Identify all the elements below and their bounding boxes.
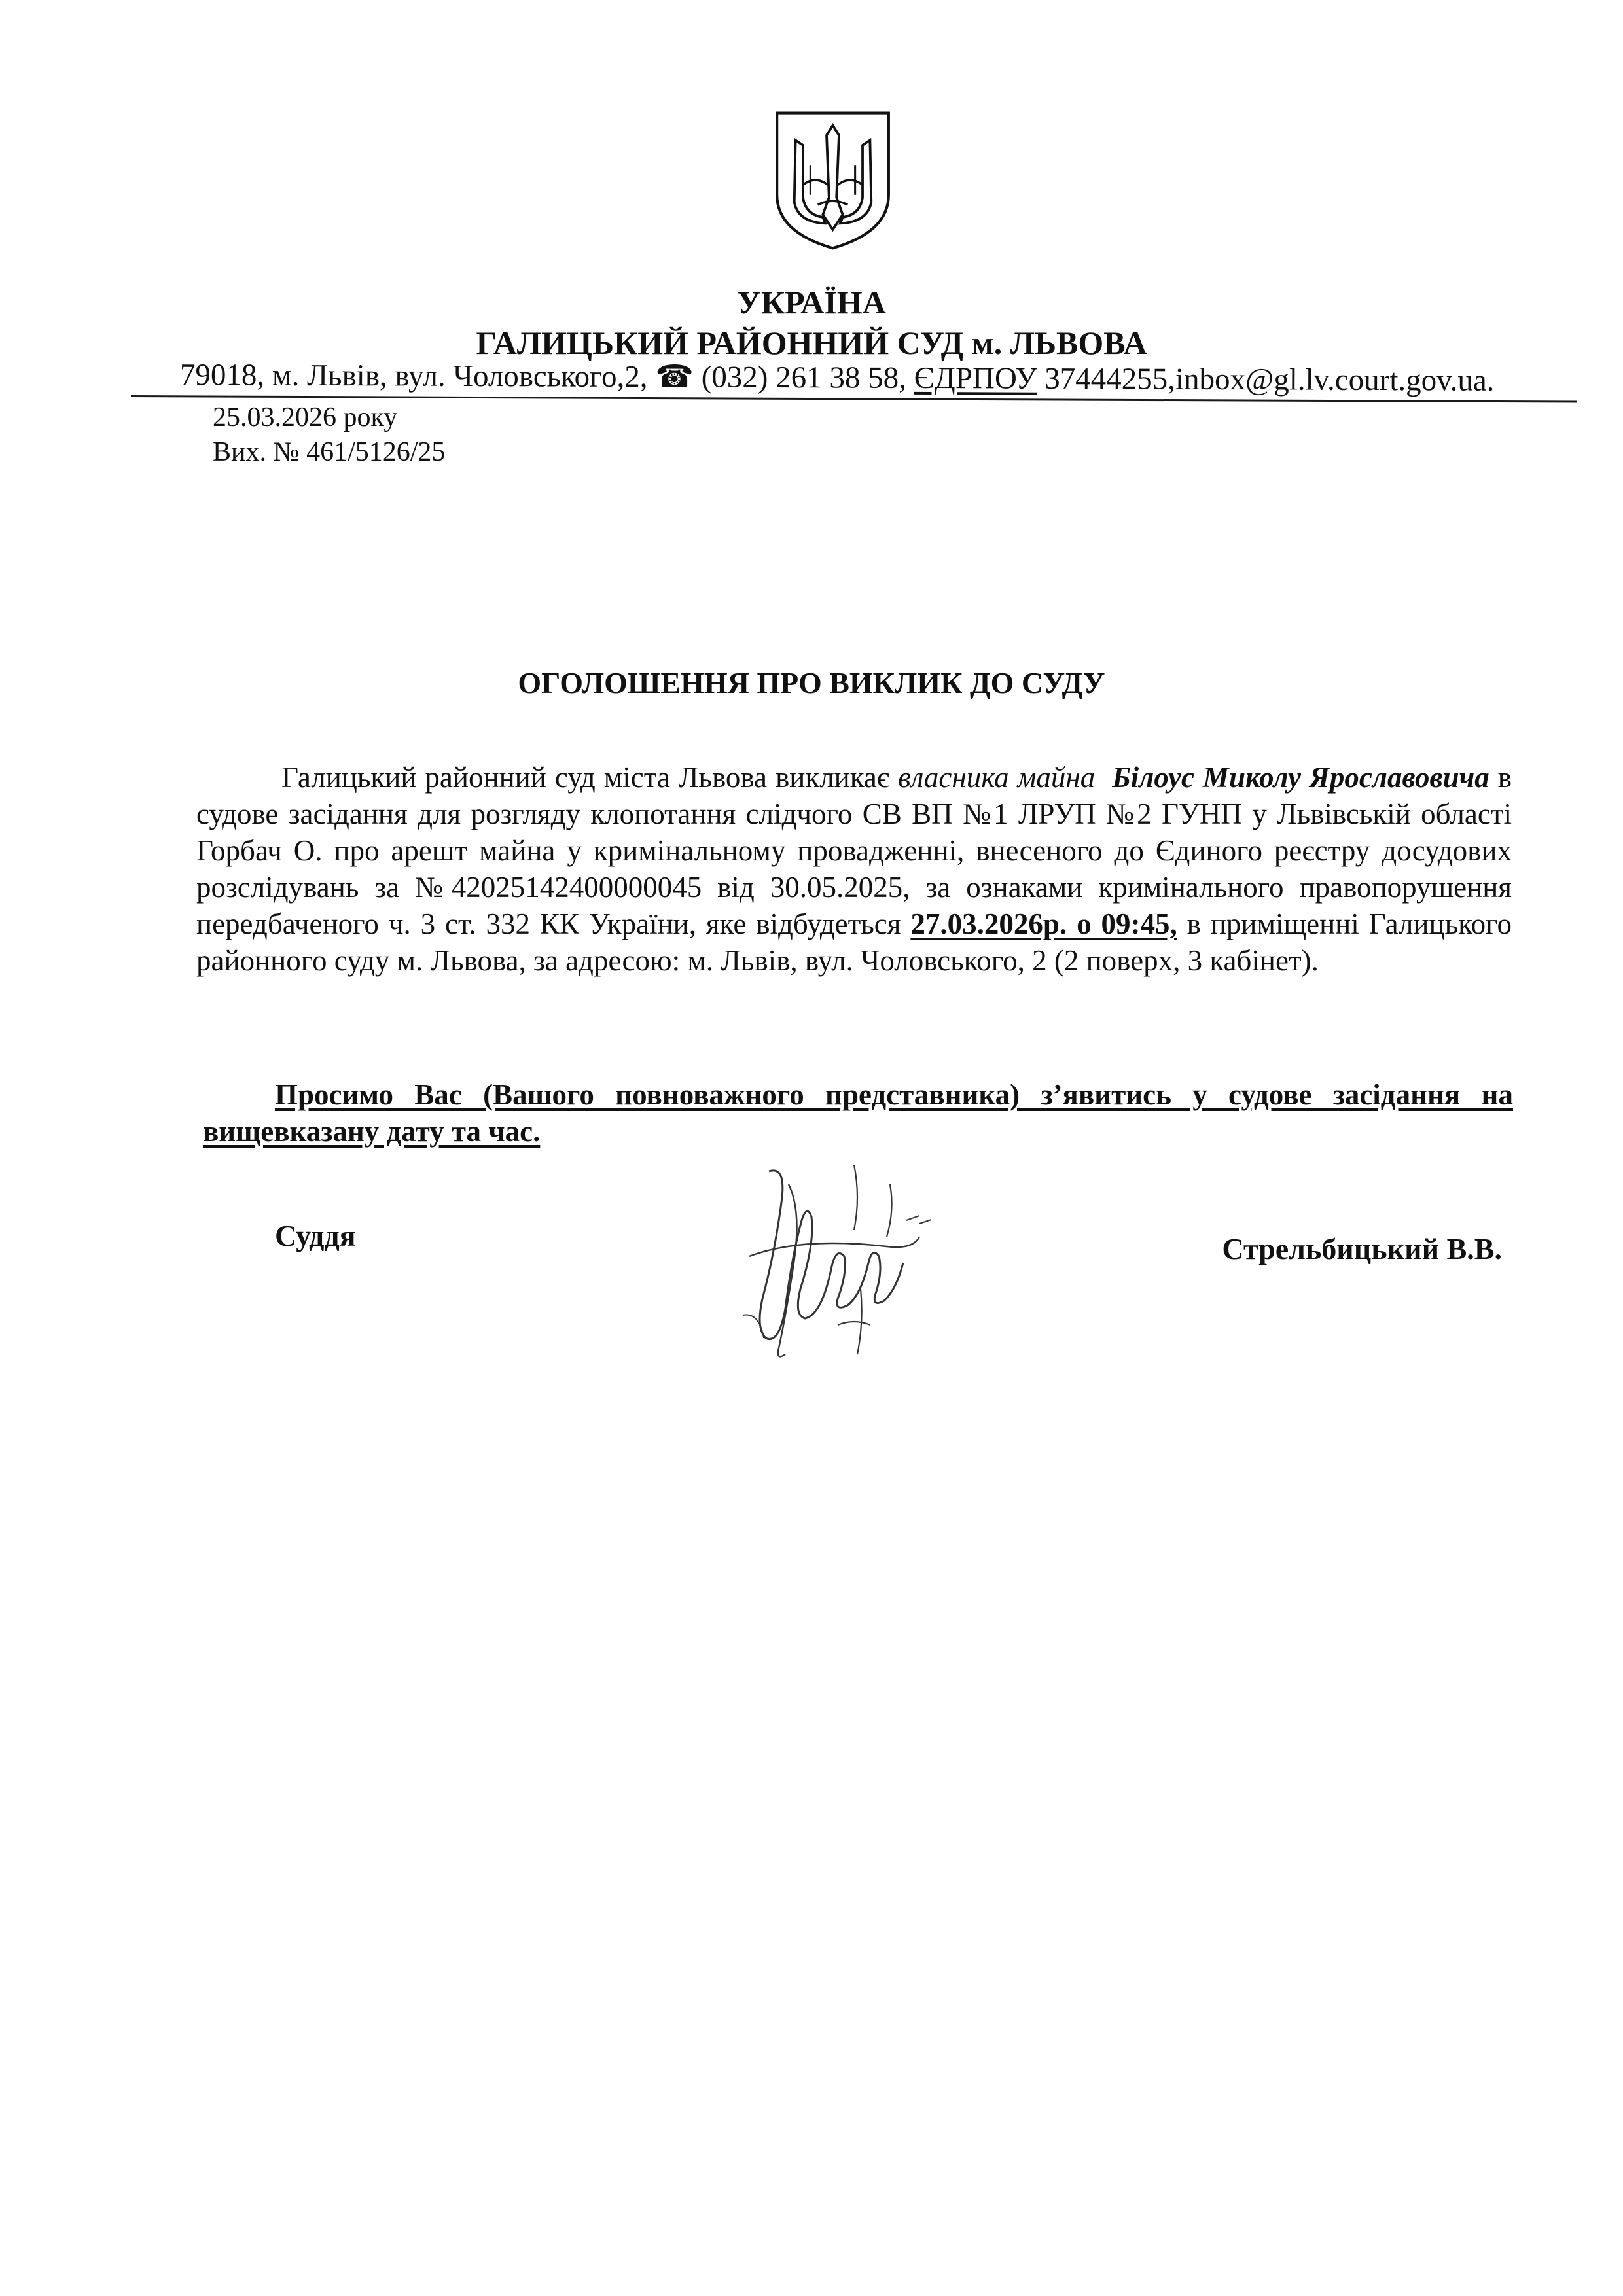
edrpou-email: 37444255,inbox@gl.lv.court.gov.ua. (1044, 361, 1495, 398)
country-title: УКРАЇНА (737, 284, 886, 321)
judge-label: Суддя (275, 1219, 356, 1252)
document-date: 25.03.2026 року (213, 402, 398, 433)
summons-paragraph (196, 759, 1512, 979)
hearing-datetime: 27.03.2026р. о 09:45, (910, 908, 1177, 940)
outgoing-number: Вих. № 461/5126/25 (213, 437, 446, 467)
appearance-request: Просимо Вас (Вашого повноважного представника) з’явитись у судове засідання на вищевказану дату та час. (203, 1078, 1513, 1148)
body-part-1: Галицький районний суд міста Львова викликає (281, 761, 899, 794)
coat-of-arms-icon (769, 108, 897, 252)
judge-name: Стрельбицький В.В. (1222, 1232, 1502, 1265)
court-address-line (131, 353, 1577, 399)
judge-signature (723, 1158, 939, 1368)
court-address: 79018, м. Львів, вул. Чоловського,2, (179, 358, 648, 395)
body-part-3: в приміщенні Галицького районного суду м. Львова, за адресою: м. Львів, вул. Чоловського, 2 (2 поверх, 3 кабінет). (196, 908, 1512, 977)
body-part-2: в судове засідання для розгляду клопотання слідчого СВ ВП №1 ЛРУП №2 ГУНП у Львівській області Горбач О. про арешт майна у кримінальному провадженні, внесеного до Єдиного реєстру досудових розслідувань за №42025142400000045 від 30.05.2025, за ознаками кримінального правопорушення передбаченого ч. 3 ст. 332 КК України, яке відбудеться (196, 761, 1512, 940)
court-phone: (032) 261 38 58, (701, 360, 907, 395)
edrpou-label: ЄДРПОУ (914, 361, 1037, 396)
phone-icon: ☎ (655, 360, 694, 395)
owner-role: власника майна (898, 761, 1096, 794)
court-name: ГАЛИЦЬКИЙ РАЙОННИЙ СУД м. ЛЬВОВА (476, 325, 1147, 361)
summoned-person: Білоус Миколу Ярославовича (1112, 761, 1489, 794)
document-title: ОГОЛОШЕННЯ ПРО ВИКЛИК ДО СУДУ (518, 666, 1105, 699)
